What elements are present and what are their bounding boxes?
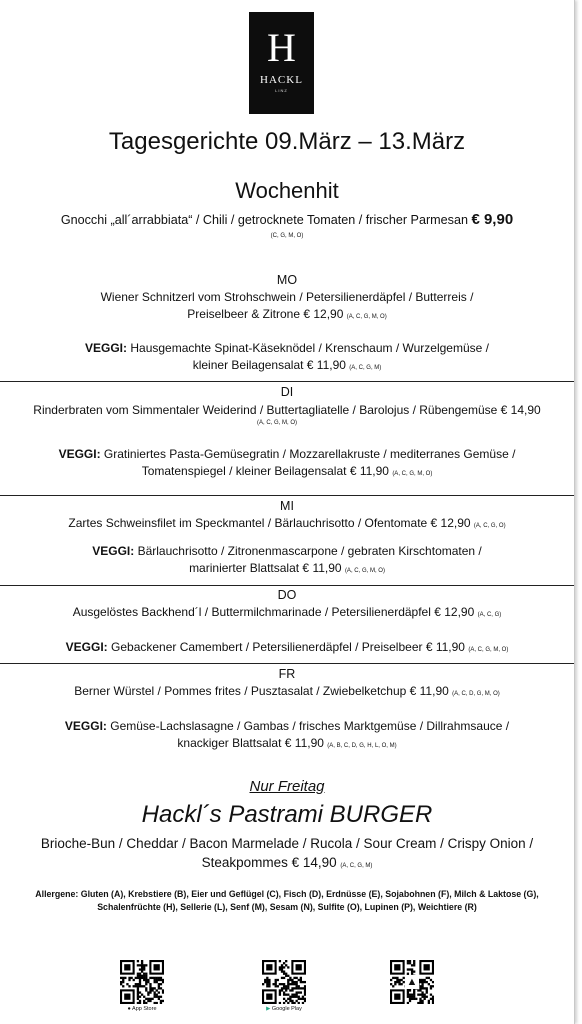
di-veggi-line1-text: Gratiniertes Pasta-Gemüsegratin / Mozzarellakruste / mediterranes Gemüse / [100, 447, 516, 461]
fr-veggi-label: VEGGI: [64, 719, 107, 733]
do-veggi-line1-text: Gebackener Camembert / Petersilienerdäpfel / Preiselbeer € 11,90 [107, 640, 465, 654]
wochenhit-dish-text: Gnocchi „all´arrabbiata“ / Chili / getrocknete Tomaten / frischer Parmesan [60, 213, 468, 227]
google-play-label: Google Play [271, 1006, 302, 1012]
logo-letter: H [267, 25, 296, 70]
mi-veggi-line2-text: marinierter Blattsalat € 11,90 [189, 561, 342, 575]
mo-main-line2-text: Preiselbeer & Zitrone € 12,90 [187, 307, 344, 321]
day-label-mo: MO [276, 273, 298, 287]
divider-mo-di [0, 381, 574, 382]
wochenhit-price: € 9,90 [471, 211, 514, 228]
logo-sub: LINZ [275, 88, 288, 93]
di-main-allergens: (A, C, G, M, O) [257, 420, 297, 426]
mi-veggi-line1 [0, 543, 574, 559]
divider-mi-do [0, 585, 574, 586]
day-label-di: DI [280, 385, 294, 399]
burger-desc-line2 [0, 854, 574, 875]
do-veggi-label: VEGGI: [65, 640, 108, 654]
logo-name: HACKL [260, 74, 303, 86]
mo-veggi-line1 [0, 340, 574, 356]
di-main-line1: Rinderbraten vom Simmentaler Weiderind / Buttertagliatelle / Barolojus / Rübengemüse € 14,90 [33, 403, 541, 417]
mi-main-line1 [0, 515, 574, 534]
day-label-do: DO [277, 588, 297, 602]
divider-di-mi [0, 495, 574, 496]
mo-veggi-line2-text: kleiner Beilagensalat € 11,90 [192, 358, 346, 372]
burger-title: Hackl´s Pastrami BURGER [141, 801, 433, 828]
fr-veggi-line2-text: knackiger Blattsalat € 11,90 [177, 736, 324, 750]
fr-main-allergens: (A, C, D, G, M, O) [452, 691, 500, 697]
fr-main-line1 [0, 683, 574, 702]
mi-main-allergens: (A, C, G, O) [473, 523, 506, 529]
fr-veggi-line2 [0, 735, 574, 754]
mo-main-line2 [0, 306, 574, 325]
do-main-line1 [0, 604, 574, 623]
di-veggi-allergens: (A, C, G, M, O) [392, 471, 433, 477]
qr-code-google-play[interactable] [262, 960, 306, 1004]
google-play-icon: ▶ [266, 1006, 271, 1012]
wochenhit-heading: Wochenhit [235, 178, 339, 203]
hackl-logo [249, 12, 314, 114]
apple-icon: ● [127, 1006, 131, 1012]
wochenhit-dish [0, 212, 574, 228]
fr-veggi-allergens: (A, B, C, D, G, H, L, O, M) [327, 743, 397, 749]
mi-veggi-line2 [0, 560, 574, 579]
mi-veggi-line1-text: Bärlauchrisotto / Zitronenmascarpone / gebraten Kirschtomaten / [134, 544, 482, 558]
fr-main-line1-text: Berner Würstel / Pommes frites / Pusztasalat / Zwiebelketchup € 11,90 [74, 684, 449, 698]
page-title: Tagesgerichte 09.März – 13.März [108, 128, 466, 155]
do-main-line1-text: Ausgelöstes Backhend´l / Buttermilchmarinade / Petersilienerdäpfel € 12,90 [72, 605, 475, 619]
app-store-label: App Store [132, 1006, 157, 1012]
qr-code-app-store[interactable] [120, 960, 164, 1004]
fr-veggi-line1 [0, 718, 574, 734]
burger-desc-line2-text: Steakpommes € 14,90 [201, 855, 337, 870]
di-veggi-line2 [0, 463, 574, 482]
di-veggi-line2-text: Tomatenspiegel / kleiner Beilagensalat € 11,90 [141, 464, 389, 478]
mi-main-line1-text: Zartes Schweinsfilet im Speckmantel / Bärlauchrisotto / Ofentomate € 12,90 [68, 516, 471, 530]
di-veggi-line1 [0, 446, 574, 462]
app-store-badge[interactable] [112, 1006, 172, 1012]
fr-veggi-line1-text: Gemüse-Lachslasagne / Gambas / frisches Marktgemüse / Dillrahmsauce / [106, 719, 510, 733]
di-veggi-label: VEGGI: [58, 447, 101, 461]
day-label-mi: MI [280, 499, 294, 513]
only-friday-label: Nur Freitag [249, 778, 325, 795]
mo-veggi-label: VEGGI: [85, 341, 128, 355]
do-main-allergens: (A, C, G) [477, 612, 502, 618]
burger-allergens: (A, C, G, M) [340, 863, 373, 869]
day-label-fr: FR [278, 667, 296, 681]
burger-desc-line1: Brioche-Bun / Cheddar / Bacon Marmelade / Rucola / Sour Cream / Crispy Onion / [40, 836, 534, 851]
mo-veggi-line1-text: Hausgemachte Spinat-Käseknödel / Krenschaum / Wurzelgemüse / [127, 341, 489, 355]
mi-veggi-label: VEGGI: [92, 544, 135, 558]
divider-do-fr [0, 663, 574, 664]
do-veggi-allergens: (A, C, G, M, O) [468, 647, 509, 653]
mo-main-allergens: (A, C, G, M, O) [346, 314, 387, 320]
do-veggi-line1 [0, 639, 574, 658]
mo-veggi-line2 [0, 357, 574, 376]
dinosaur-icon: ▲ [406, 976, 418, 988]
mi-veggi-allergens: (A, C, G, M, O) [344, 568, 385, 574]
google-play-badge[interactable] [254, 1006, 314, 1012]
allergen-legend-line2: Schalenfrüchte (H), Sellerie (L), Senf (M), Sesam (N), Sulfite (O), Lupinen (P), Weichtiere (R) [97, 902, 477, 912]
mo-main-line1: Wiener Schnitzerl vom Strohschwein / Petersilienerdäpfel / Butterreis / [100, 290, 474, 304]
mo-veggi-allergens: (A, C, G, M) [349, 365, 382, 371]
allergen-legend-line1: Allergene: Gluten (A), Krebstiere (B), Eier und Geflügel (C), Fisch (D), Erdnüsse (E), Sojabohnen (F), Milch & Laktose (G), [35, 889, 539, 899]
wochenhit-allergens: (C, G, M, O) [270, 233, 304, 239]
